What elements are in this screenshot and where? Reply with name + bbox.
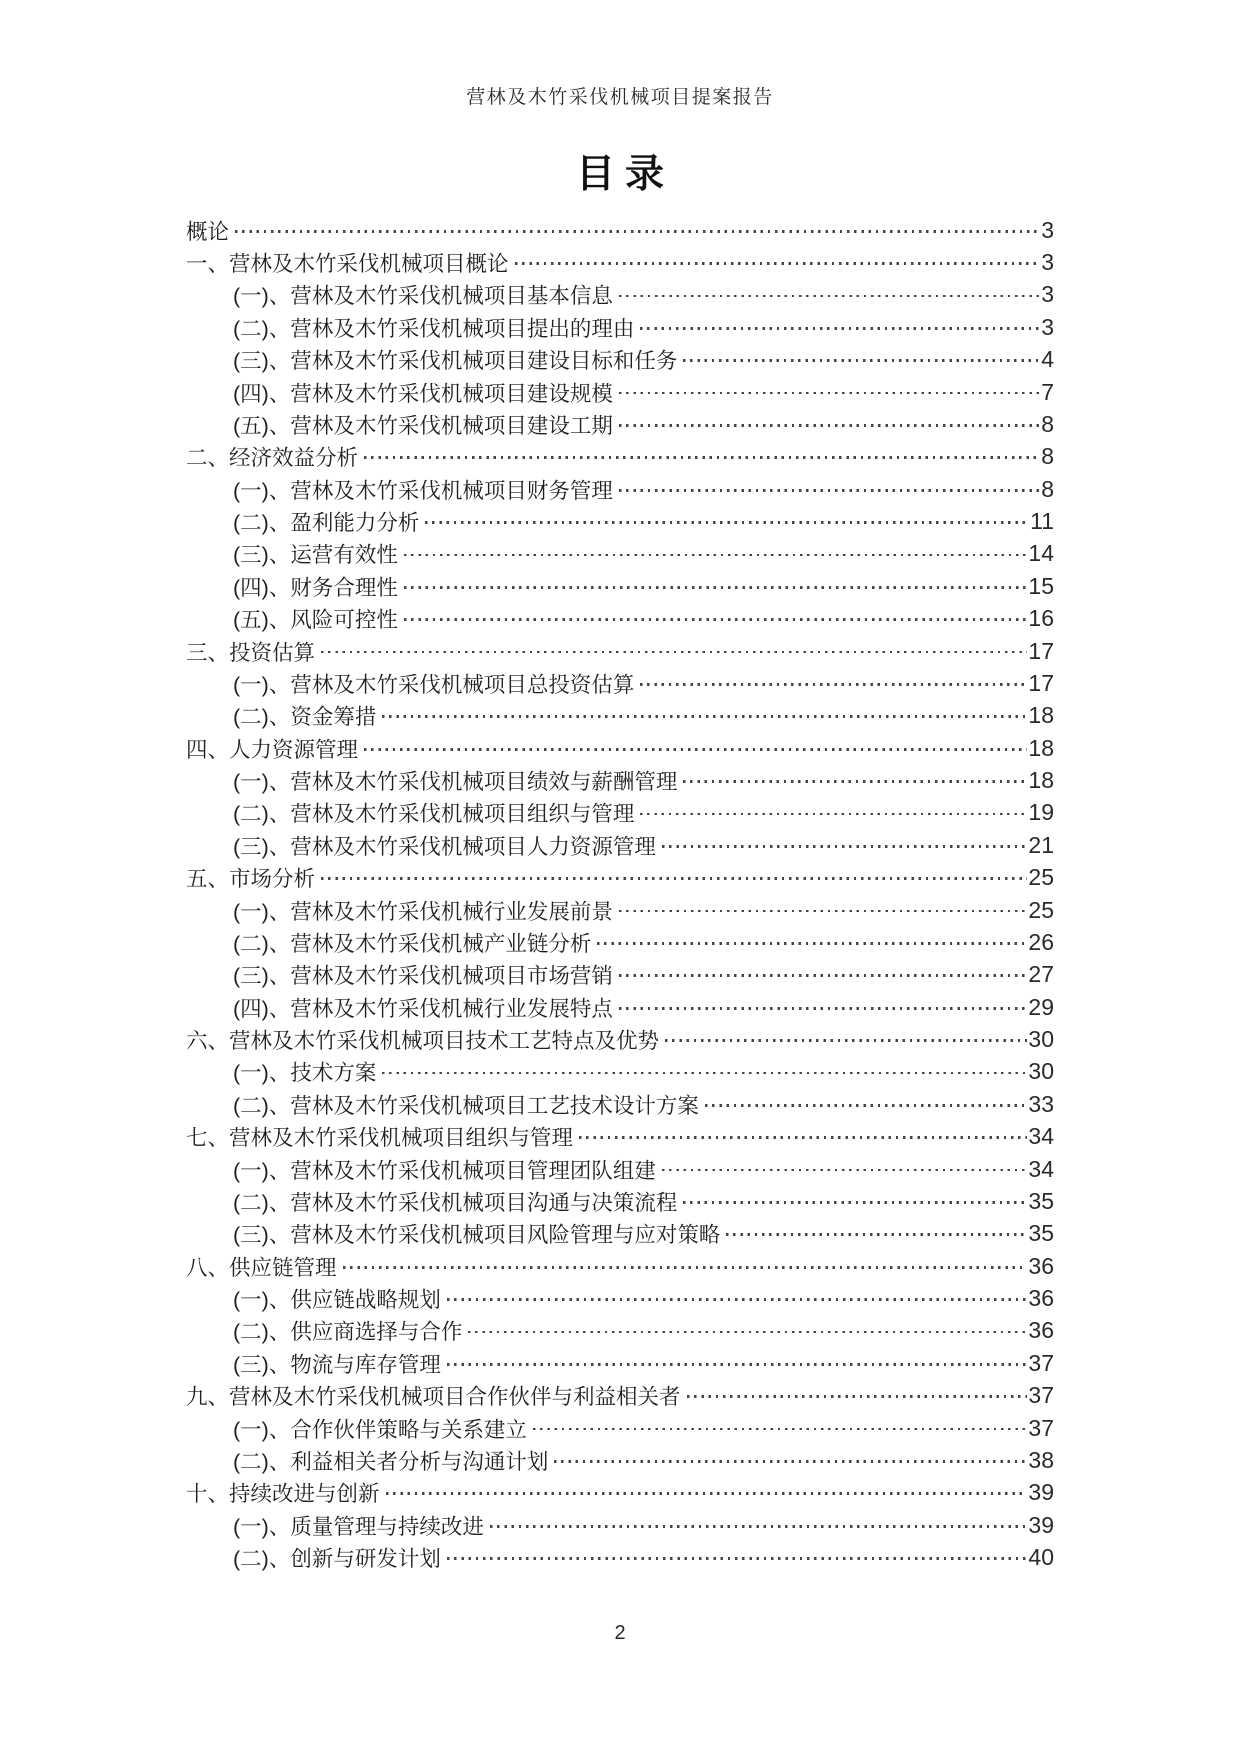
toc-entry-label: (二)、盈利能力分析 <box>233 511 420 536</box>
toc-entry-label: (一)、供应链战略规划 <box>233 1288 441 1313</box>
toc-entry-label: (一)、合作伙伴策略与关系建立 <box>233 1417 527 1442</box>
toc-entry <box>186 408 1054 440</box>
toc-entry-page: 8 <box>1041 410 1054 437</box>
toc-entry-page: 34 <box>1028 1155 1054 1182</box>
toc-entry <box>186 926 1054 958</box>
toc-entry-label: (一)、营林及木竹采伐机械项目管理团队组建 <box>233 1158 656 1183</box>
toc-entry <box>186 1282 1054 1314</box>
toc-entry-label: (三)、营林及木竹采伐机械项目风险管理与应对策略 <box>233 1223 721 1248</box>
toc-entry-label: (一)、营林及木竹采伐机械项目财务管理 <box>233 478 613 503</box>
toc-entry-page: 39 <box>1028 1479 1054 1506</box>
toc-entry-page: 37 <box>1028 1349 1054 1376</box>
toc-entry <box>186 1541 1054 1573</box>
toc-entry-page: 3 <box>1041 313 1054 340</box>
toc-entry-label: 七、营林及木竹采伐机械项目组织与管理 <box>186 1126 574 1151</box>
toc-leader-dots <box>619 974 1028 977</box>
toc-entry-page: 17 <box>1028 637 1054 664</box>
toc-leader-dots <box>687 1395 1028 1398</box>
toc-entry-label: (三)、营林及木竹采伐机械项目人力资源管理 <box>233 834 656 859</box>
toc-entry <box>186 1380 1054 1412</box>
toc-entry-page: 30 <box>1028 1058 1054 1085</box>
toc-entry-label: (一)、技术方案 <box>233 1061 377 1086</box>
toc-entry <box>186 538 1054 570</box>
toc-entry <box>186 311 1054 343</box>
toc-entry-page: 29 <box>1028 993 1054 1020</box>
toc-entry <box>186 214 1054 246</box>
document-header-title: 营林及木竹采伐机械项目提案报告 <box>466 87 774 108</box>
toc-entry-label: (二)、营林及木竹采伐机械产业链分析 <box>233 931 592 956</box>
toc-entry <box>186 603 1054 635</box>
toc-entry-label: 九、营林及木竹采伐机械项目合作伙伴与利益相关者 <box>186 1385 681 1410</box>
toc-entry <box>186 764 1054 796</box>
toc-entry-label: (三)、运营有效性 <box>233 543 398 568</box>
toc-title: 目录 <box>575 153 674 196</box>
toc-entry-label: (四)、营林及木竹采伐机械行业发展特点 <box>233 996 613 1021</box>
toc-entry-page: 3 <box>1041 216 1054 243</box>
toc-leader-dots <box>382 1072 1027 1075</box>
toc-entry-page: 38 <box>1028 1446 1054 1473</box>
toc-entry-page: 40 <box>1028 1544 1054 1571</box>
toc-entry <box>186 279 1054 311</box>
toc-entry <box>186 1121 1054 1153</box>
toc-list <box>186 214 1054 1574</box>
toc-entry <box>186 700 1054 732</box>
toc-entry-page: 3 <box>1041 249 1054 276</box>
toc-entry <box>186 732 1054 764</box>
toc-entry-label: 八、供应链管理 <box>186 1255 337 1280</box>
toc-entry <box>186 1218 1054 1250</box>
toc-entry <box>186 1509 1054 1541</box>
toc-entry-label: 十、持续改进与创新 <box>186 1482 380 1507</box>
toc-entry-page: 25 <box>1028 896 1054 923</box>
toc-entry-page: 36 <box>1028 1317 1054 1344</box>
toc-leader-dots <box>386 1492 1028 1495</box>
toc-entry <box>186 862 1054 894</box>
toc-entry-label: 六、营林及木竹采伐机械项目技术工艺特点及优势 <box>186 1029 660 1054</box>
toc-entry-page: 35 <box>1028 1220 1054 1247</box>
toc-entry-label: (五)、营林及木竹采伐机械项目建设工期 <box>233 413 613 438</box>
toc-entry-label: (二)、营林及木竹采伐机械项目组织与管理 <box>233 802 635 827</box>
toc-leader-dots <box>404 554 1028 557</box>
toc-leader-dots <box>382 715 1027 718</box>
toc-entry-page: 36 <box>1028 1285 1054 1312</box>
toc-leader-dots <box>640 327 1040 330</box>
toc-entry-label: (二)、创新与研发计划 <box>233 1547 441 1572</box>
toc-entry-page: 27 <box>1028 961 1054 988</box>
toc-entry <box>186 829 1054 861</box>
toc-entry-label: (四)、营林及木竹采伐机械项目建设规模 <box>233 381 613 406</box>
toc-entry <box>186 1023 1054 1055</box>
toc-entry-label: (二)、营林及木竹采伐机械项目提出的理由 <box>233 316 635 341</box>
toc-entry-page: 34 <box>1028 1123 1054 1150</box>
toc-leader-dots <box>321 877 1027 880</box>
toc-entry-page: 33 <box>1028 1090 1054 1117</box>
toc-leader-dots <box>640 683 1027 686</box>
toc-entry-label: (二)、营林及木竹采伐机械项目工艺技术设计方案 <box>233 1093 699 1118</box>
toc-entry-page: 7 <box>1041 378 1054 405</box>
toc-entry-label: (一)、营林及木竹采伐机械项目总投资估算 <box>233 672 635 697</box>
toc-entry-page: 17 <box>1028 669 1054 696</box>
toc-leader-dots <box>597 942 1027 945</box>
toc-leader-dots <box>640 813 1027 816</box>
toc-leader-dots <box>683 780 1027 783</box>
toc-leader-dots <box>364 456 1040 459</box>
toc-leader-dots <box>343 1266 1028 1269</box>
toc-entry-page: 21 <box>1028 831 1054 858</box>
toc-entry <box>186 1056 1054 1088</box>
toc-entry-label: 三、投资估算 <box>186 640 316 665</box>
toc-leader-dots <box>404 618 1028 621</box>
toc-entry <box>186 1185 1054 1217</box>
toc-leader-dots <box>619 910 1028 913</box>
toc-entry-label: (二)、供应商选择与合作 <box>233 1320 463 1345</box>
toc-entry <box>186 1088 1054 1120</box>
toc-leader-dots <box>662 1169 1028 1172</box>
toc-entry <box>186 441 1054 473</box>
toc-entry-page: 15 <box>1028 572 1054 599</box>
toc-entry <box>186 991 1054 1023</box>
toc-entry <box>186 505 1054 537</box>
toc-entry <box>186 1477 1054 1509</box>
toc-leader-dots <box>619 392 1040 395</box>
toc-entry-label: (一)、营林及木竹采伐机械项目绩效与薪酬管理 <box>233 770 678 795</box>
toc-leader-dots <box>619 424 1040 427</box>
toc-leader-dots <box>235 230 1040 233</box>
toc-leader-dots <box>619 1007 1028 1010</box>
toc-leader-dots <box>447 1557 1028 1560</box>
toc-entry <box>186 246 1054 278</box>
page-number-footer: 2 <box>614 1622 626 1644</box>
toc-entry <box>186 570 1054 602</box>
toc-entry-page: 37 <box>1028 1382 1054 1409</box>
toc-entry-page: 25 <box>1028 864 1054 891</box>
toc-leader-dots <box>554 1460 1027 1463</box>
toc-entry-page: 39 <box>1028 1511 1054 1538</box>
toc-leader-dots <box>490 1525 1028 1528</box>
toc-entry-label: (三)、营林及木竹采伐机械项目市场营销 <box>233 964 613 989</box>
toc-leader-dots <box>683 359 1040 362</box>
toc-leader-dots <box>321 651 1027 654</box>
toc-entry-page: 18 <box>1028 702 1054 729</box>
toc-leader-dots <box>425 521 1029 524</box>
toc-entry <box>186 959 1054 991</box>
toc-leader-dots <box>619 489 1040 492</box>
toc-entry <box>186 797 1054 829</box>
toc-entry-page: 36 <box>1028 1252 1054 1279</box>
toc-entry-page: 30 <box>1028 1026 1054 1053</box>
toc-leader-dots <box>665 1039 1027 1042</box>
toc-entry-label: 二、经济效益分析 <box>186 446 359 471</box>
toc-entry <box>186 1444 1054 1476</box>
toc-entry-page: 14 <box>1028 540 1054 567</box>
toc-entry <box>186 473 1054 505</box>
toc-leader-dots <box>468 1331 1027 1334</box>
toc-leader-dots <box>447 1363 1028 1366</box>
toc-leader-dots <box>662 845 1028 848</box>
toc-entry-label: (二)、利益相关者分析与沟通计划 <box>233 1449 549 1474</box>
toc-entry-label: 一、营林及木竹采伐机械项目概论 <box>186 252 509 277</box>
toc-entry <box>186 667 1054 699</box>
toc-entry-label: 五、市场分析 <box>186 867 316 892</box>
toc-entry <box>186 1347 1054 1379</box>
toc-entry-page: 37 <box>1028 1414 1054 1441</box>
toc-entry-page: 16 <box>1028 605 1054 632</box>
toc-entry-label: 四、人力资源管理 <box>186 737 359 762</box>
toc-entry-label: (一)、营林及木竹采伐机械项目基本信息 <box>233 284 613 309</box>
toc-leader-dots <box>515 262 1041 265</box>
toc-entry <box>186 894 1054 926</box>
toc-entry-page: 4 <box>1041 346 1054 373</box>
toc-entry-label: (二)、资金筹措 <box>233 705 377 730</box>
toc-entry-label: (二)、营林及木竹采伐机械项目沟通与决策流程 <box>233 1190 678 1215</box>
toc-leader-dots <box>447 1298 1028 1301</box>
toc-leader-dots <box>404 586 1028 589</box>
toc-entry <box>186 635 1054 667</box>
toc-entry <box>186 1153 1054 1185</box>
toc-leader-dots <box>619 295 1040 298</box>
toc-leader-dots <box>579 1136 1027 1139</box>
toc-entry-page: 8 <box>1041 475 1054 502</box>
toc-entry-label: (四)、财务合理性 <box>233 575 398 600</box>
toc-entry <box>186 344 1054 376</box>
toc-entry-label: 概论 <box>186 219 230 244</box>
toc-entry-label: (五)、风险可控性 <box>233 608 398 633</box>
toc-entry <box>186 1250 1054 1282</box>
toc-leader-dots <box>683 1201 1027 1204</box>
toc-entry <box>186 1412 1054 1444</box>
toc-entry-page: 8 <box>1041 443 1054 470</box>
toc-entry-page: 11 <box>1030 508 1054 535</box>
toc-entry-page: 3 <box>1041 281 1054 308</box>
toc-leader-dots <box>364 748 1027 751</box>
toc-entry <box>186 1315 1054 1347</box>
toc-entry-label: (一)、营林及木竹采伐机械行业发展前景 <box>233 899 613 924</box>
toc-entry-label: (三)、物流与库存管理 <box>233 1352 441 1377</box>
toc-entry <box>186 376 1054 408</box>
toc-entry-page: 18 <box>1028 734 1054 761</box>
toc-leader-dots <box>533 1428 1028 1431</box>
toc-entry-page: 35 <box>1028 1187 1054 1214</box>
toc-entry-page: 18 <box>1028 767 1054 794</box>
toc-leader-dots <box>726 1233 1027 1236</box>
toc-entry-page: 19 <box>1028 799 1054 826</box>
toc-entry-page: 26 <box>1028 928 1054 955</box>
toc-leader-dots <box>705 1104 1028 1107</box>
toc-entry-label: (一)、质量管理与持续改进 <box>233 1514 484 1539</box>
toc-entry-label: (三)、营林及木竹采伐机械项目建设目标和任务 <box>233 349 678 374</box>
